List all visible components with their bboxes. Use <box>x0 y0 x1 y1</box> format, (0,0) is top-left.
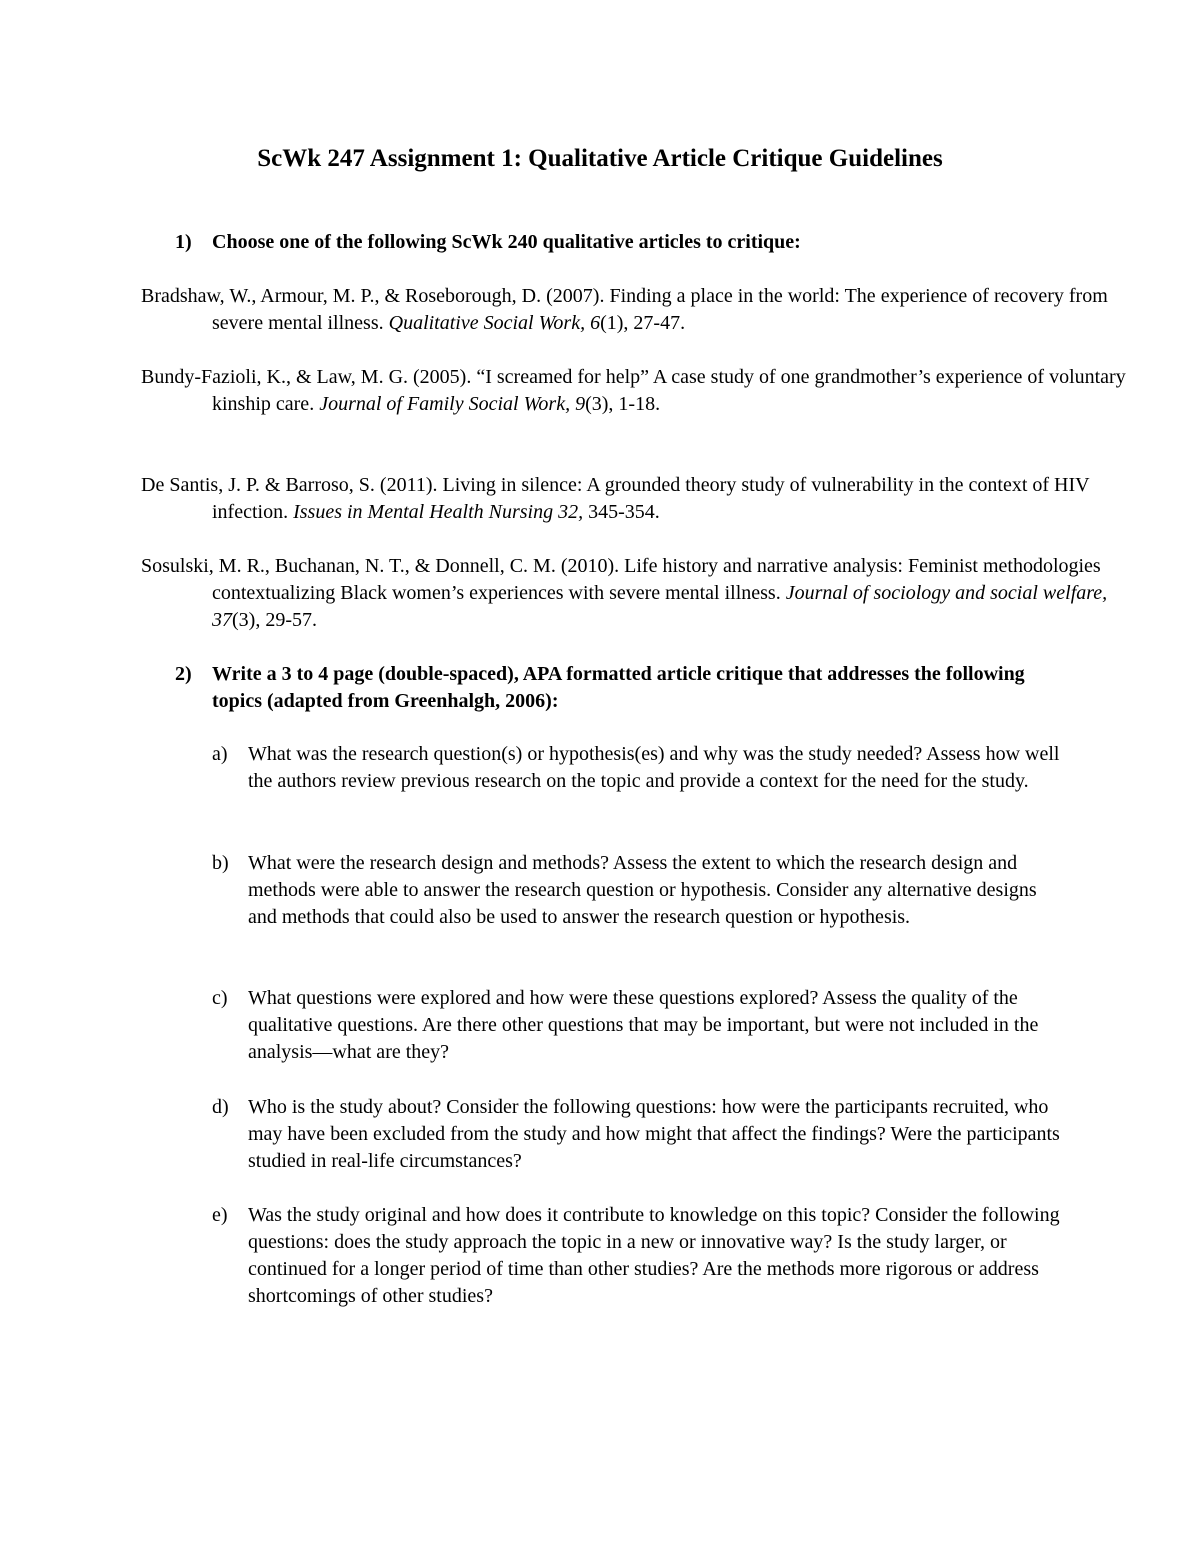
reference-text: Bundy-Fazioli, K., & Law, M. G. (2005). “I screamed for help” A case study of one grandmother’s experience of voluntary kinship care. <box>141 366 1126 415</box>
reference-pages: (3), 1-18. <box>585 393 661 415</box>
reference-de-santis <box>141 472 1132 526</box>
topic-item-b <box>212 850 1062 931</box>
reference-text: De Santis, J. P. & Barroso, S. (2011). Living in silence: A grounded theory study of vulnerability in the context of HIV infection. <box>141 474 1090 523</box>
topic-label: c) <box>212 987 228 1009</box>
section-1-text: Choose one of the following ScWk 240 qualitative articles to critique: <box>212 231 801 253</box>
topic-text: What questions were explored and how were these questions explored? Assess the quality of the qualitative questions. Are there other questions that may be important, but were not included in the analysis—what are they? <box>248 987 1039 1063</box>
section-2-number: 2) <box>175 663 192 685</box>
reference-pages: (1), 27-47. <box>600 312 686 334</box>
reference-pages: 345-354. <box>583 501 660 523</box>
reference-bundy-fazioli <box>141 364 1132 418</box>
section-1-heading <box>175 229 955 256</box>
topic-label: e) <box>212 1204 228 1226</box>
section-2-heading <box>175 661 1055 715</box>
reference-text: Bradshaw, W., Armour, M. P., & Roseborough, D. (2007). Finding a place in the world: The experience of recovery from severe mental illness. <box>141 285 1108 334</box>
topic-text: What were the research design and methods? Assess the extent to which the research design and methods were able to answer the research question or hypothesis. Consider any alternative designs and methods that could also be used to answer the research question or hypothesis. <box>248 852 1037 928</box>
topic-item-a <box>212 741 1062 795</box>
topic-text: What was the research question(s) or hypothesis(es) and why was the study needed? Assess how well the authors review previous research on the topic and provide a context for the need for the study. <box>248 743 1060 792</box>
reference-journal: Issues in Mental Health Nursing 32, <box>293 501 584 523</box>
topic-text: Was the study original and how does it contribute to knowledge on this topic? Consider the following questions: does the study approach the topic in a new or innovative way? Is the study larger, or continued for a longer period of time than other studies? Are the methods more rigorous or address shortcomings of other studies? <box>248 1204 1060 1307</box>
topic-text: Who is the study about? Consider the following questions: how were the participants recruited, who may have been excluded from the study and how might that affect the findings? Were the participants studied in real-life circumstances? <box>248 1096 1060 1172</box>
reference-journal: Qualitative Social Work, 6 <box>388 312 601 334</box>
topic-item-d <box>212 1094 1062 1175</box>
page-title: ScWk 247 Assignment 1: Qualitative Article Critique Guidelines <box>257 145 943 172</box>
reference-pages: (3), 29-57. <box>232 609 317 631</box>
topic-label: a) <box>212 743 228 765</box>
reference-text: Sosulski, M. R., Buchanan, N. T., & Donnell, C. M. (2010). Life history and narrative analysis: Feminist methodologies contextualizing Black women’s experiences with severe mental illness. <box>141 555 1101 604</box>
reference-journal: Journal of Family Social Work, 9 <box>319 393 586 415</box>
section-1-number: 1) <box>175 231 192 253</box>
topic-item-c <box>212 985 1062 1066</box>
topic-item-e <box>212 1202 1062 1310</box>
reference-journal: Journal of sociology and social welfare, 37 <box>212 582 1108 631</box>
topic-label: d) <box>212 1096 229 1118</box>
topic-label: b) <box>212 852 229 874</box>
reference-sosulski <box>141 553 1132 634</box>
reference-bradshaw <box>141 283 1132 337</box>
section-2-text: Write a 3 to 4 page (double-spaced), APA formatted article critique that addresses the following topics (adapted from Greenhalgh, 2006): <box>212 663 1025 712</box>
